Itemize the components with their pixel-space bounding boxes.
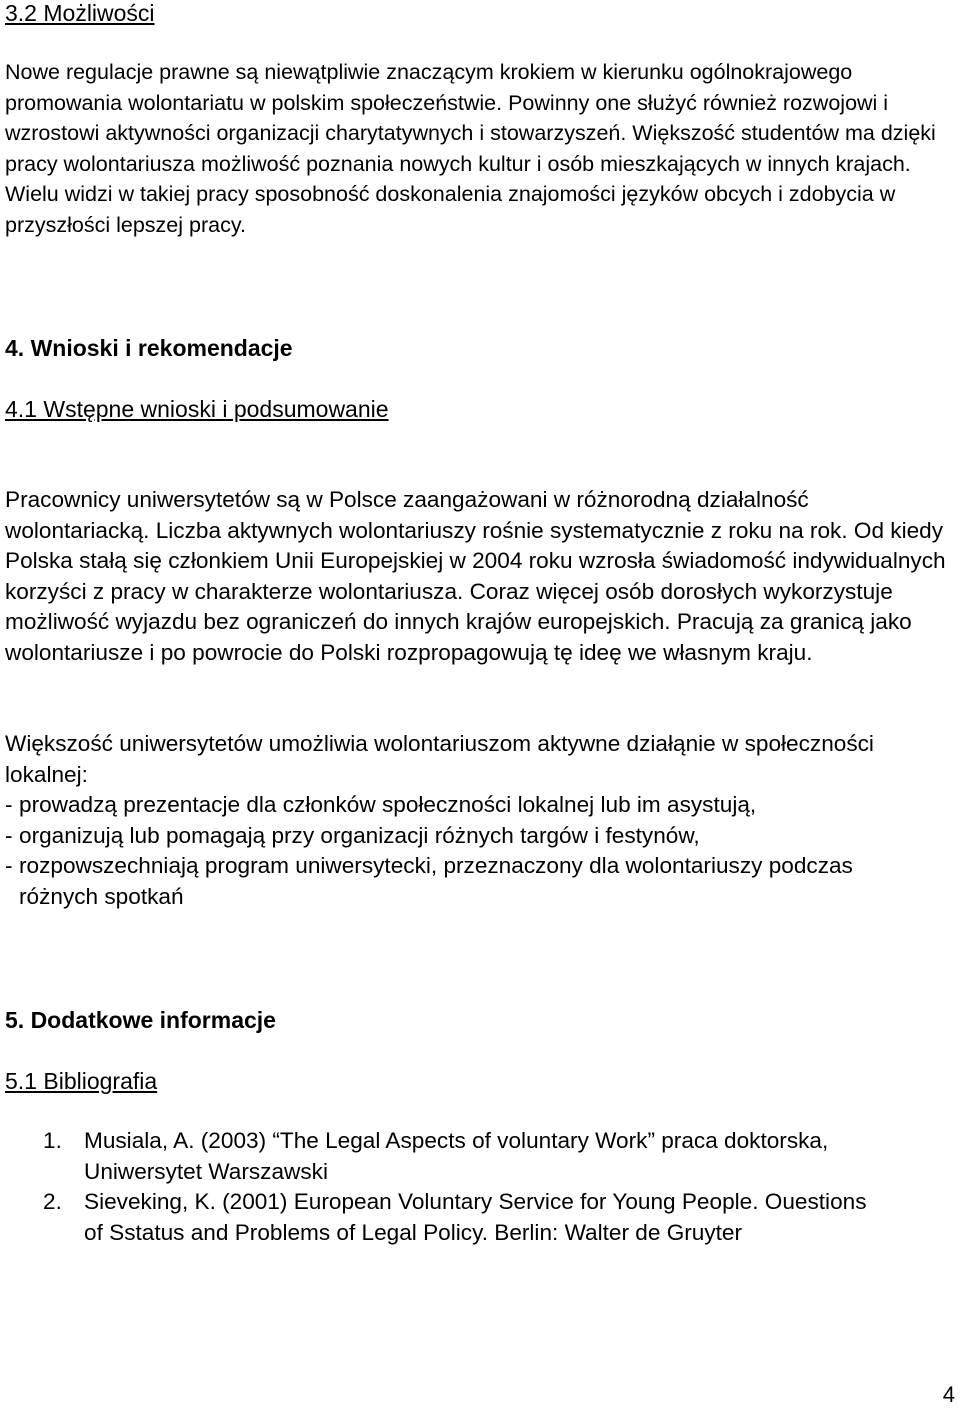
- bibliography-list: [5, 1126, 885, 1248]
- list-item: - prowadzą prezentacje dla członków społeczności lokalnej lub im asystują,: [5, 792, 757, 817]
- section-3-2-heading: 3.2 Możliwości: [5, 0, 155, 26]
- list-item: - organizują lub pomagają przy organizacji różnych targów i festynów,: [5, 822, 700, 848]
- bibliography-entry: 1. Musiala, A. (2003) “The Legal Aspects of voluntary Work” praca doktorska, Uniwersytet Warszawski: [43, 1128, 829, 1184]
- section-4-1-heading: 4.1 Wstępne wnioski i podsumowanie: [5, 396, 389, 422]
- section-4-heading: 4. Wnioski i rekomendacje: [5, 335, 293, 361]
- section-4-1-paragraph-1: Pracownicy uniwersytetów są w Polsce zaangażowani w różnorodną działalność wolontariacką. Liczba aktywnych wolontariuszy rośnie systematycznie z roku na rok. Od kiedy Polska stałą się członkiem Unii Europejskiej w 2004 roku wzrosła świadomość indywidualnych korzyści z pracy w charakterze wolontariusza. Coraz więcej osób dorosłych wykorzystuje możliwość wyjazdu bez ograniczeń do innych krajów europejskich. Pracują za granicą jako wolontariusze i po powrocie do Polski rozpropagowują tę ideę we własnym kraju.: [5, 487, 946, 665]
- activities-list: [5, 790, 905, 912]
- section-5-heading: 5. Dodatkowe informacje: [5, 1007, 276, 1033]
- page-number: 4: [942, 1382, 955, 1407]
- list-item: - rozpowszechniają program uniwersytecki, przeznaczony dla wolontariuszy podczas różnych spotkań: [5, 853, 853, 909]
- bibliography-entry: 2. Sieveking, K. (2001) European Voluntary Service for Young People. Ouestions of Sstatus and Problems of Legal Policy. Berlin: Walter de Gruyter: [43, 1189, 867, 1245]
- section-4-1-paragraph-2: Większość uniwersytetów umożliwia wolontariuszom aktywne działąnie w społeczności lokalnej:: [5, 731, 874, 787]
- section-5-1-heading: 5.1 Bibliografia: [5, 1068, 158, 1094]
- section-3-2-paragraph: Nowe regulacje prawne są niewątpliwie znaczącym krokiem w kierunku ogólnokrajowego promowania wolontariatu w polskim społeczeństwie. Powinny one służyć również rozwojowi i wzrostowi aktywności organizacji charytatywnych i stowarzyszeń. Większość studentów ma dzięki pracy wolontariusza możliwość poznania nowych kultur i osób mieszkających w innych krajach. Wielu widzi w takiej pracy sposobność doskonalenia znajomości języków obcych i zdobycia w przyszłości lepszej pracy.: [5, 60, 936, 237]
